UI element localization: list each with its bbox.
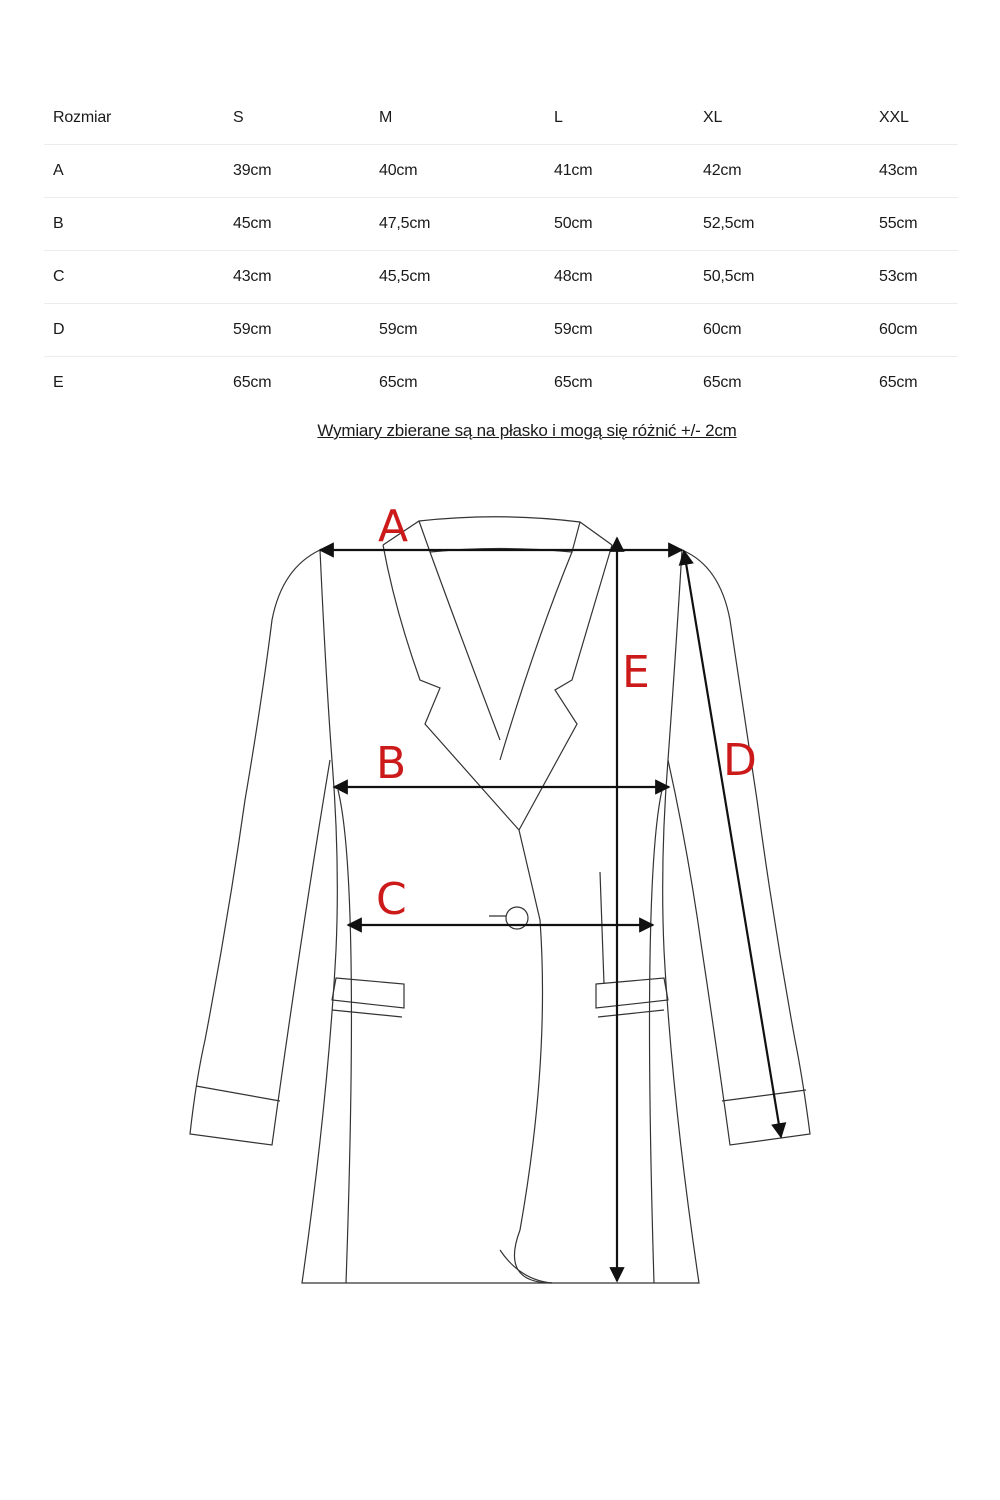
table-cell: 59cm: [554, 321, 593, 338]
table-cell: 65cm: [879, 374, 918, 391]
header-xl: XL: [703, 109, 723, 126]
table-cell: 40cm: [379, 162, 418, 179]
table-row: [44, 251, 958, 304]
table-cell: 45,5cm: [379, 268, 431, 285]
table-cell: 45cm: [233, 215, 272, 232]
header-s: S: [233, 109, 244, 126]
row-label: D: [53, 321, 65, 338]
table-row: [44, 304, 958, 357]
table-row: [44, 145, 958, 198]
label-c: C: [376, 874, 407, 925]
table-cell: 43cm: [879, 162, 918, 179]
table-cell: 60cm: [703, 321, 742, 338]
row-label: C: [53, 268, 65, 285]
header-xxl: XXL: [879, 109, 909, 126]
table-cell: 41cm: [554, 162, 593, 179]
table-cell: 55cm: [879, 215, 918, 232]
label-e: E: [622, 647, 650, 698]
row-label: B: [53, 215, 64, 232]
jacket-outline: [190, 517, 810, 1283]
table-cell: 42cm: [703, 162, 742, 179]
table-cell: 53cm: [879, 268, 918, 285]
table-cell: 43cm: [233, 268, 272, 285]
table-cell: 47,5cm: [379, 215, 431, 232]
size-table: [44, 92, 958, 409]
label-d: D: [723, 735, 757, 786]
table-cell: 59cm: [233, 321, 272, 338]
header-m: M: [379, 109, 393, 126]
table-cell: 48cm: [554, 268, 593, 285]
label-b: B: [376, 738, 407, 789]
table-row: [44, 198, 958, 251]
table-cell: 50cm: [554, 215, 593, 232]
table-cell: 39cm: [233, 162, 272, 179]
label-a: A: [378, 501, 409, 552]
table-cell: 65cm: [554, 374, 593, 391]
header-rozmiar: Rozmiar: [53, 109, 112, 126]
row-label: E: [53, 374, 64, 391]
table-cell: 59cm: [379, 321, 418, 338]
table-cell: 60cm: [879, 321, 918, 338]
table-cell: 65cm: [703, 374, 742, 391]
table-cell: 65cm: [233, 374, 272, 391]
header-l: L: [554, 109, 563, 126]
row-label: A: [53, 162, 64, 179]
measurement-note: Wymiary zbierane są na płasko i mogą się różnić +/- 2cm: [317, 421, 737, 440]
table-header-row: [44, 92, 958, 145]
table-cell: 50,5cm: [703, 268, 755, 285]
table-row: [44, 357, 958, 410]
table-cell: 52,5cm: [703, 215, 755, 232]
table-cell: 65cm: [379, 374, 418, 391]
jacket-diagram: [0, 480, 1000, 1320]
